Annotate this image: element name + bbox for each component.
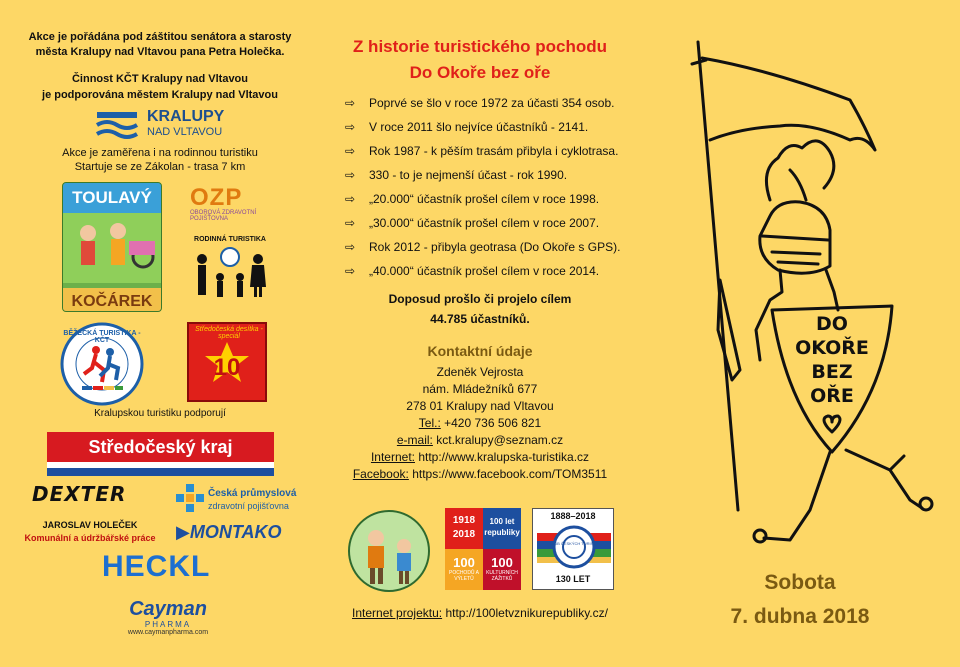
- hikers-illustration: [348, 508, 430, 594]
- history-title-1: Z historie turistického pochodu: [352, 37, 608, 56]
- kct-130-badge: [532, 508, 614, 590]
- podporuji-text: Kralupskou turistiku podporují: [94, 408, 226, 419]
- arrow-right-icon: ⇨: [345, 240, 356, 254]
- ozp-sub: OBOROVÁ ZDRAVOTNÍ POJIŠŤOVNA: [190, 210, 257, 222]
- contact-internet: [330, 449, 630, 466]
- fact-text: Rok 1987 - k pěším trasám přibyla i cyklotrasa.: [369, 144, 619, 158]
- jaroslav-services: Komunální a údržbářské práce: [24, 533, 156, 543]
- arrow-right-icon: ⇨: [345, 192, 356, 206]
- contact-name: Zdeněk Vejrosta: [436, 365, 524, 379]
- shield-line-2: OKOŘE: [795, 337, 869, 359]
- kralupy-logo: [95, 108, 235, 142]
- cayman-sub: PHARMA: [144, 620, 192, 629]
- bezecka-turistika-logo: [60, 322, 144, 406]
- event-day: Sobota: [764, 571, 836, 594]
- kralupy-logo-sub: NAD VLTAVOU: [147, 126, 223, 138]
- shield-line-4: OŘE: [810, 385, 854, 407]
- stredoceska-desitka-logo: [187, 322, 267, 402]
- cayman-name: Cayman: [129, 598, 207, 620]
- arrow-right-icon: ⇨: [345, 216, 356, 230]
- tel-value[interactable]: +420 736 506 821: [444, 416, 542, 430]
- fact-item: [345, 192, 599, 206]
- toulavy-title: TOULAVÝ: [63, 183, 161, 213]
- kct-emblem-icon: [533, 521, 615, 571]
- email-label: e-mail:: [396, 433, 433, 447]
- family-icon: [190, 243, 270, 303]
- fact-item: [345, 144, 618, 158]
- badge-year-1: 1918: [452, 515, 476, 526]
- cpzp-line2: zdravotní pojišťovna: [208, 501, 289, 511]
- contact-email: [330, 432, 630, 449]
- rodinna-label: RODINNÁ TURISTIKA: [194, 236, 266, 243]
- project-label: Internet projektu:: [352, 606, 443, 620]
- desitka-number: 10: [213, 354, 241, 381]
- kralupy-waves-icon: [95, 110, 139, 140]
- fact-text: Poprvé se šlo v roce 1972 za účasti 354 osob.: [369, 96, 615, 110]
- total-line-2: 44.785 účastníků.: [430, 312, 530, 326]
- fact-text: „40.000“ účastník prošel cílem v roce 2014.: [369, 264, 600, 278]
- badge-kultura-num: 100: [491, 555, 513, 570]
- shield-text: [772, 312, 892, 408]
- history-title-2: Do Okoře bez oře: [409, 63, 551, 82]
- kct-years: 1888–2018: [550, 511, 596, 521]
- contact-city: 278 01 Kralupy nad Vltavou: [406, 399, 554, 413]
- shield-line-1: DO: [816, 313, 848, 335]
- internet-label: Internet:: [370, 450, 415, 464]
- cpzp-line1: Česká průmyslová: [208, 488, 297, 499]
- arrow-right-icon: ⇨: [345, 168, 356, 182]
- contact-tel: [330, 415, 630, 432]
- knight-illustration: [660, 30, 940, 560]
- ozp-logo: [190, 186, 270, 226]
- family-hiking-illustration: [63, 213, 162, 283]
- fact-text: „30.000“ účastník prošel cílem v roce 2007.: [369, 216, 600, 230]
- stredocesky-kraj-logo: [47, 432, 274, 476]
- fact-item: [345, 120, 588, 134]
- badge-years: [445, 508, 483, 549]
- desitka-title: Středočeská desítka - speciál: [195, 326, 263, 340]
- arrow-right-icon: ⇨: [345, 96, 356, 110]
- badge-pochody: [445, 549, 483, 590]
- project-line: [330, 606, 630, 620]
- fact-item: [345, 240, 620, 254]
- badge-year-2: 2018: [452, 529, 476, 540]
- fact-text: 330 - to je nejmenší účast - rok 1990.: [369, 168, 568, 182]
- arrow-right-icon: ⇨: [345, 120, 356, 134]
- arrow-right-icon: ⇨: [345, 144, 356, 158]
- support-line-2: je podporována městem Kralupy nad Vltavou: [42, 89, 278, 101]
- project-url[interactable]: http://100letvznikurepubliky.cz/: [445, 606, 608, 620]
- badge-pochody-text: POCHODŮ A VÝLETŮ: [448, 570, 479, 582]
- kct-let: 130 LET: [555, 574, 591, 584]
- event-date: 7. dubna 2018: [730, 605, 870, 628]
- support-line-1: Činnost KČT Kralupy nad Vltavou: [71, 73, 248, 85]
- fact-item: [345, 96, 614, 110]
- contact-street: nám. Mládežníků 677: [422, 382, 538, 396]
- arrow-right-icon: ⇨: [345, 264, 356, 278]
- internet-value[interactable]: http://www.kralupska-turistika.cz: [418, 450, 590, 464]
- hikers-icon: [348, 508, 430, 594]
- badge-kultura: [483, 549, 521, 590]
- email-value[interactable]: kct.kralupy@seznam.cz: [436, 433, 564, 447]
- fact-item: [345, 264, 599, 278]
- fact-text: Rok 2012 - přibyla geotrasa (Do Okoře s GPS).: [369, 240, 621, 254]
- fact-item: [345, 216, 599, 230]
- heckl-logo: HECKL: [102, 550, 211, 583]
- cayman-url: www.caymanpharma.com: [127, 629, 209, 636]
- facebook-value[interactable]: https://www.facebook.com/TOM3511: [412, 467, 608, 481]
- badge-republic: 100 let republiky: [483, 508, 521, 549]
- cpzp-cross-icon: [176, 484, 204, 512]
- badge-pochody-num: 100: [453, 555, 475, 570]
- facebook-label: Facebook:: [352, 467, 409, 481]
- total-line-1: Doposud prošlo či projelo cílem: [388, 292, 572, 306]
- aim-line-1: Akce je zaměřena i na rodinnou turistiku: [62, 147, 258, 159]
- patron-text: Akce je pořádána pod záštitou senátora a starosty města Kralupy nad Vltavou pana Petra Holečka.: [28, 31, 292, 58]
- contact-facebook: [330, 466, 630, 483]
- fact-text: V roce 2011 šlo nejvíce účastníků - 2141.: [369, 120, 589, 134]
- tel-label: Tel.:: [418, 416, 441, 430]
- ozp-name: OZP: [190, 184, 243, 211]
- montako-name: MONTAKO: [189, 522, 282, 542]
- aim-line-2: Startuje se ze Zákolan - trasa 7 km: [74, 161, 246, 173]
- toulavy-bottom: KOČÁREK: [63, 288, 161, 312]
- fact-text: „20.000“ účastník prošel cílem v roce 1998.: [369, 192, 600, 206]
- montako-logo: ▶MONTAKO: [176, 522, 282, 542]
- republic-100-badge: [445, 508, 521, 590]
- shield-line-3: BEZ: [811, 361, 853, 383]
- kraj-name: Středočeský kraj: [47, 432, 274, 462]
- cpzp-logo: [176, 482, 306, 516]
- toulavy-kocarek-logo: [62, 182, 162, 312]
- contact-title: Kontaktní údaje: [427, 343, 533, 359]
- dexter-logo: DEXTER: [32, 482, 127, 506]
- kralupy-logo-name: KRALUPY: [147, 108, 225, 125]
- kct-name: KLUB ČESKÝCH TURISTŮ: [549, 541, 599, 546]
- rodinna-turistika-logo: [190, 236, 270, 306]
- cayman-logo: [118, 598, 218, 648]
- bezecka-label: BĚŽECKÁ TURISTIKA - KČT: [63, 330, 141, 344]
- jaroslav-name: JAROSLAV HOLEČEK: [42, 520, 138, 530]
- fact-item: [345, 168, 567, 182]
- badge-kultura-text: KULTURNÍCH ZÁŽITKŮ: [486, 570, 518, 582]
